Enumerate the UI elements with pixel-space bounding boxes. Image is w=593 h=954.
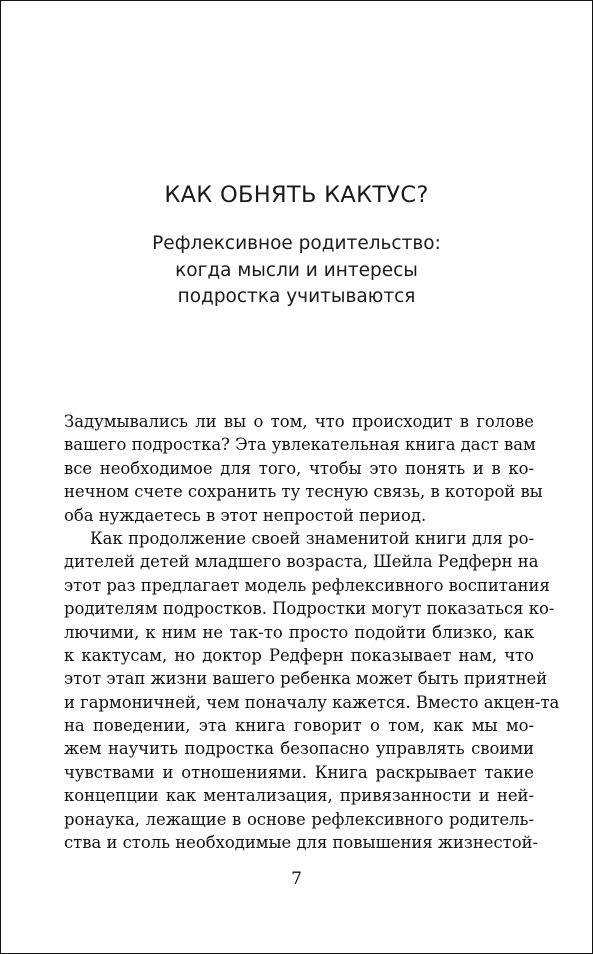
subtitle-line: Рефлексивное родительство: [152,233,441,254]
text-line: Как продолжение своей знаменитой книги для ро- [90,528,534,548]
text-line: Задумывались ли вы о том, что происходит в голове [64,412,534,431]
body-text [64,410,560,854]
text-line: дителей детей младшего возраста, Шейла Редферн на [64,552,539,572]
text-line: все необходимое для того, чтобы это понять и в ко- [64,458,534,478]
text-line: на поведении, эта книга говорит о том, как мы мо- [64,716,534,736]
text-line: родителям подростков. Подростки могут показаться ко- [64,599,555,619]
text-line: ства и столь необходимые для повышения жизнестой- [64,833,539,853]
subtitle-line: подростка учитываются [177,286,416,307]
text-line: лючими, к ним не так-то просто подойти близко, как [64,622,534,642]
text-line: оба нуждаетесь в этот непростой период. [64,505,427,525]
text-line: чувствами и отношениями. Книга раскрывает такие [64,762,534,782]
text-line: этот этап жизни вашего ребенка может быть приятней [64,669,548,689]
text-line: вашего подростка? Эта увлекательная книга даст вам [64,435,536,455]
text-line: ронаука, лежащие в основе рефлексивного родитель- [64,809,534,829]
chapter-title: КАК ОБНЯТЬ КАКТУС? [164,182,429,208]
text-line: жем научить подростка безопасно управлять своими [64,739,534,759]
text-line: и гармоничней, чем поначалу кажется. Вместо акцен-та [64,692,560,712]
chapter-subtitle [1,231,592,311]
page-number: 7 [291,869,302,889]
text-line: концепции как ментализация, привязанности и ней- [64,786,534,806]
subtitle-line: когда мысли и интересы [175,259,418,281]
text-line: к кактусам, но доктор Редферн показывает нам, что [64,645,534,665]
text-line: этот раз предлагает модель рефлексивного воспитания [64,575,550,595]
text-line: нечном счете сохранить ту тесную связь, в которой вы [64,482,543,502]
